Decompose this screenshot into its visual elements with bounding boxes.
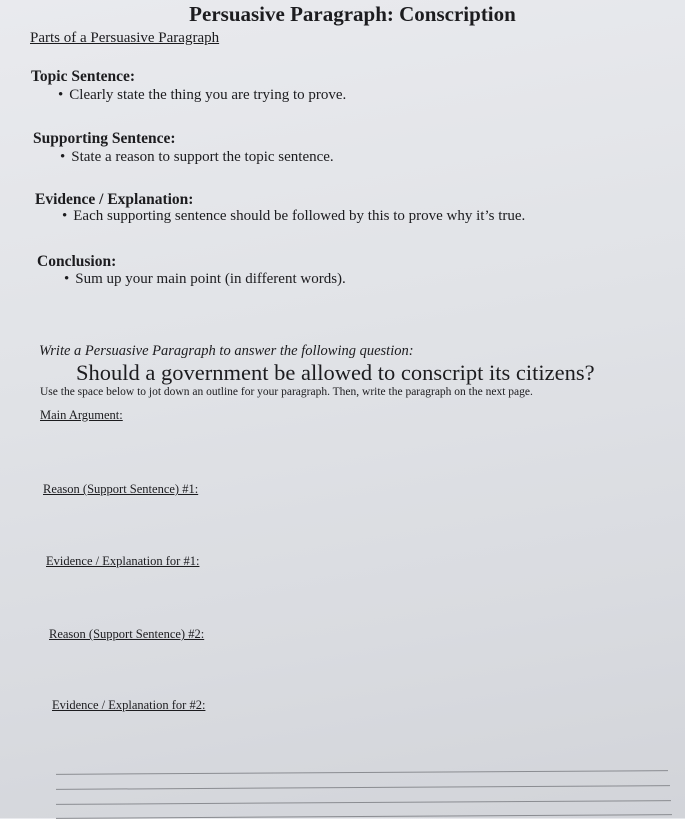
evidence-2-label: Evidence / Explanation for #2: [52,698,206,712]
section-heading-topic-sentence: Topic Sentence: [31,68,136,85]
writing-line [56,770,668,775]
section-bullet-topic-sentence [58,87,346,104]
bullet-text: Sum up your main point (in different words). [75,271,346,287]
writing-line [56,785,670,790]
section-heading-evidence-explanation: Evidence / Explanation: [35,191,194,208]
bullet-icon: • [64,271,70,287]
bullet-icon: • [58,87,64,103]
main-argument-label: Main Argument: [40,408,123,422]
reason-2-label: Reason (Support Sentence) #2: [49,627,205,641]
section-bullet-supporting-sentence [60,149,334,166]
section-bullet-conclusion [64,271,346,288]
section-bullet-evidence-explanation [62,208,525,225]
essay-question: Should a government be allowed to conscript its citizens? [76,360,595,385]
writing-prompt: Write a Persuasive Paragraph to answer the following question: [39,343,414,359]
writing-line [56,800,671,805]
bullet-icon: • [60,149,66,165]
evidence-1-label: Evidence / Explanation for #1: [46,554,200,568]
bullet-text: Each supporting sentence should be followed by this to prove why it’s true. [73,208,526,224]
bullet-text: State a reason to support the topic sentence. [71,149,334,165]
parts-heading: Parts of a Persuasive Paragraph [30,30,220,46]
page-title: Persuasive Paragraph: Conscription [189,2,516,26]
section-heading-conclusion: Conclusion: [37,253,117,270]
bullet-icon: • [62,208,68,224]
bullet-text: Clearly state the thing you are trying to prove. [69,87,347,103]
outline-instructions: Use the space below to jot down an outline for your paragraph. Then, write the paragraph on the next page. [40,386,533,398]
writing-line [56,814,672,819]
section-heading-supporting-sentence: Supporting Sentence: [33,130,176,147]
reason-1-label: Reason (Support Sentence) #1: [43,482,199,496]
